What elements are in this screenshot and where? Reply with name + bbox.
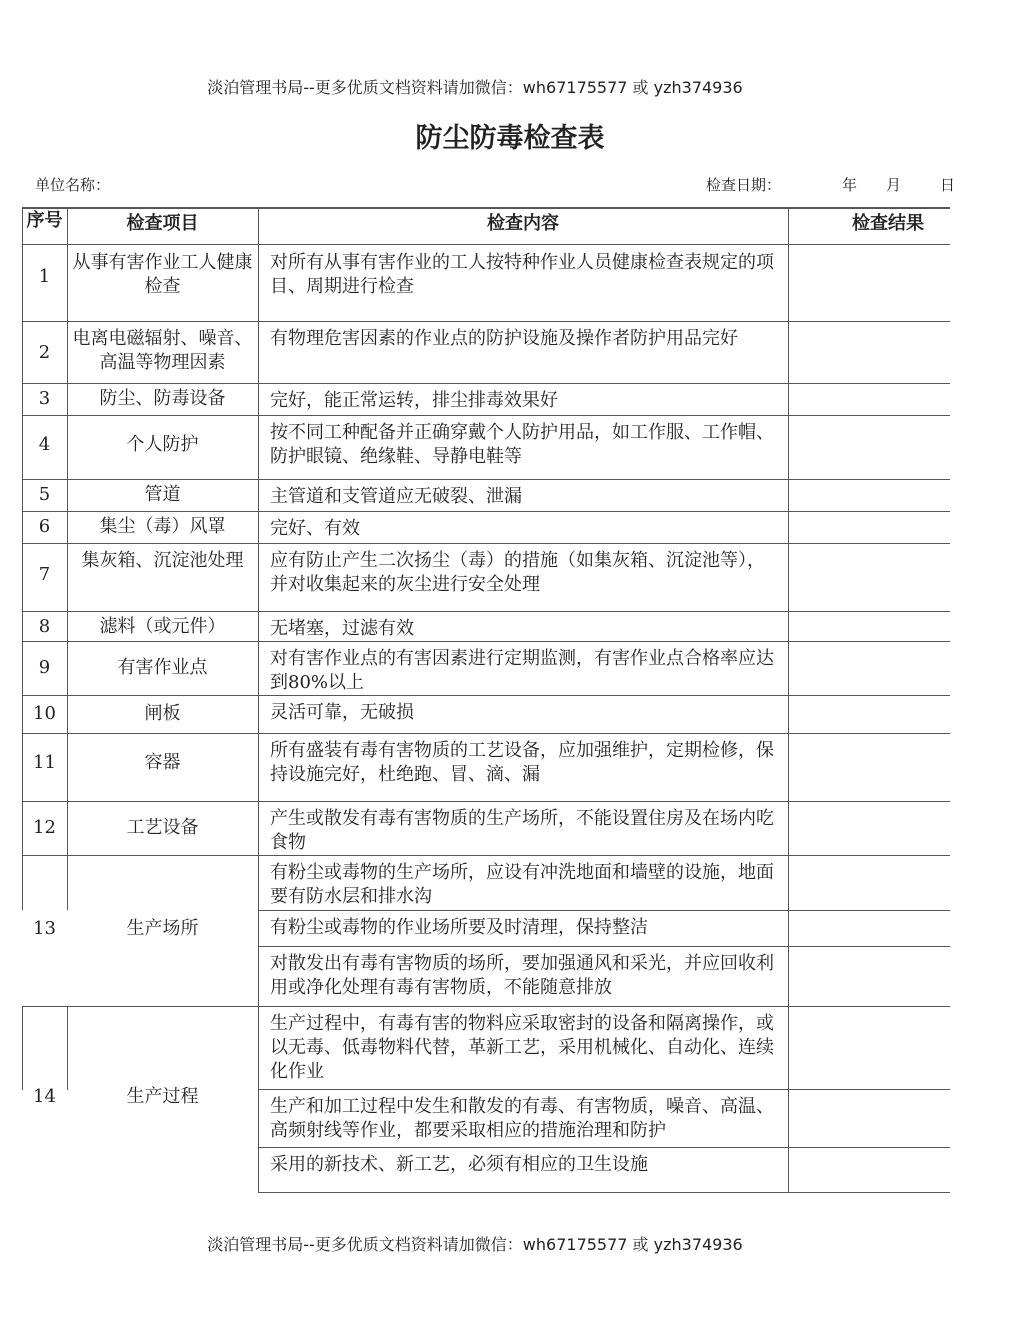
header-note: 淡泊管理书局--更多优质文档资料请加微信：wh67175577 或 yzh374936 — [207, 78, 743, 97]
table-border — [258, 1192, 950, 1193]
row-number: 12 — [33, 817, 56, 838]
table-border — [258, 910, 950, 911]
table-border — [788, 910, 789, 946]
table-border — [788, 321, 789, 383]
table-border — [22, 511, 950, 512]
row-item: 防尘、防毒设备 — [99, 388, 226, 409]
table-border — [258, 1147, 950, 1148]
row-content: 对所有从事有害作业的工人按特种作业人员健康检查表规定的项目、周期进行检查 — [270, 252, 774, 297]
table-border — [22, 1006, 23, 1090]
date-year: 年 — [842, 176, 858, 194]
table-border — [22, 321, 950, 322]
table-border — [258, 641, 259, 695]
table-border — [258, 543, 259, 611]
table-border — [67, 641, 68, 695]
table-border — [258, 1006, 950, 1007]
row-number: 4 — [38, 434, 51, 455]
table-border — [22, 479, 950, 480]
table-border — [67, 801, 68, 855]
table-border — [67, 321, 68, 383]
row-content: 对散发出有毒有害物质的场所，要加强通风和采光，并应回收利用或净化处理有毒有害物质，不能随意排放 — [270, 953, 774, 998]
date-month: 月 — [886, 176, 902, 194]
table-border — [67, 855, 68, 910]
table-border — [22, 543, 950, 544]
table-border — [258, 1006, 259, 1192]
table-border — [22, 855, 23, 910]
column-header: 检查内容 — [487, 213, 559, 234]
table-border — [22, 383, 950, 384]
table-border — [258, 611, 259, 641]
table-border — [22, 695, 950, 696]
row-content: 产生或散发有毒有害物质的生产场所，不能设置住房及在场内吃食物 — [270, 808, 774, 853]
table-border — [788, 1089, 789, 1147]
row-content: 采用的新技术、新工艺，必须有相应的卫生设施 — [270, 1154, 648, 1175]
row-item: 集尘（毒）风罩 — [99, 516, 226, 537]
footer-note: 淡泊管理书局--更多优质文档资料请加微信：wh67175577 或 yzh374936 — [207, 1235, 743, 1254]
row-content: 灵活可靠，无破损 — [270, 702, 414, 723]
table-border — [67, 415, 68, 479]
row-content: 对有害作业点的有害因素进行定期监测，有害作业点合格率应达到80%以上 — [270, 648, 774, 693]
row-number: 9 — [38, 657, 51, 678]
table-border — [258, 383, 259, 415]
table-border — [788, 855, 789, 910]
row-item: 生产过程 — [126, 1086, 199, 1107]
table-border — [788, 511, 789, 543]
table-border — [788, 1006, 789, 1089]
unit-label: 单位名称： — [35, 176, 111, 194]
row-item: 闸板 — [144, 703, 181, 724]
row-item: 有害作业点 — [117, 657, 208, 678]
table-border — [788, 245, 789, 321]
table-border — [258, 245, 259, 321]
table-border — [788, 946, 789, 1006]
table-border — [258, 321, 259, 383]
row-item: 集灰箱、沉淀池处理 — [81, 550, 244, 571]
table-border — [22, 244, 950, 245]
table-border — [788, 415, 789, 479]
table-border — [788, 479, 789, 511]
table-border — [67, 511, 68, 543]
row-number: 11 — [33, 752, 56, 773]
table-border — [258, 695, 259, 733]
row-item: 容器 — [144, 752, 181, 773]
row-content: 无堵塞，过滤有效 — [270, 618, 414, 639]
date-day: 日 — [940, 176, 956, 194]
row-item: 从事有害作业工人健康检查 — [72, 252, 253, 297]
row-content: 生产过程中，有毒有害的物料应采取密封的设备和隔离操作，或以无毒、低毒物料代替，革新工艺，采用机械化、自动化、连续化作业 — [270, 1013, 774, 1082]
table-border — [67, 543, 68, 611]
row-content: 有粉尘或毒物的生产场所，应设有冲洗地面和墙壁的设施，地面要有防水层和排水沟 — [270, 862, 774, 907]
table-border — [67, 1006, 68, 1090]
table-border — [67, 479, 68, 511]
table-border — [258, 1089, 950, 1090]
column-header: 检查结果 — [852, 213, 924, 234]
table-border — [258, 511, 259, 543]
row-number: 1 — [38, 266, 51, 287]
row-content: 有物理危害因素的作业点的防护设施及操作者防护用品完好 — [270, 328, 738, 349]
row-item: 生产场所 — [126, 917, 199, 939]
page-title: 防尘防毒检查表 — [415, 123, 605, 154]
row-number: 10 — [33, 703, 56, 724]
table-border — [67, 733, 68, 801]
row-number: 2 — [38, 342, 51, 363]
row-content: 所有盛装有毒有害物质的工艺设备，应加强维护，定期检修，保持设施完好，杜绝跑、冒、滴、漏 — [270, 740, 774, 785]
table-border — [258, 733, 259, 801]
row-content: 完好，能正常运转，排尘排毒效果好 — [270, 390, 558, 411]
row-item: 滤料（或元件） — [99, 616, 226, 637]
row-content: 有粉尘或毒物的作业场所要及时清理，保持整洁 — [270, 917, 648, 938]
row-number: 5 — [38, 484, 51, 505]
table-border — [788, 695, 789, 733]
table-border — [67, 383, 68, 415]
table-border — [258, 855, 259, 1006]
table-border — [258, 415, 259, 479]
row-item: 电离电磁辐射、噪音、高温等物理因素 — [72, 328, 253, 373]
table-border — [788, 543, 789, 611]
table-border — [22, 415, 950, 416]
row-number: 3 — [38, 388, 51, 409]
table-border — [22, 801, 950, 802]
table-border — [788, 641, 789, 695]
row-item: 工艺设备 — [126, 817, 199, 838]
row-content: 完好、有效 — [270, 518, 360, 539]
table-border — [788, 611, 789, 641]
row-content: 生产和加工过程中发生和散发的有毒、有害物质，噪音、高温、高频射线等作业，都要采取相应的措施治理和防护 — [270, 1096, 774, 1141]
row-number: 14 — [33, 1086, 56, 1107]
row-content: 按不同工种配备并正确穿戴个人防护用品，如工作服、工作帽、防护眼镜、绝缘鞋、导静电鞋等 — [270, 422, 774, 467]
table-border — [22, 611, 950, 612]
table-border — [258, 479, 259, 511]
table-border — [258, 801, 259, 855]
table-border — [788, 1147, 789, 1192]
table-border — [22, 855, 258, 856]
table-border — [258, 946, 950, 947]
table-border — [67, 611, 68, 641]
row-number: 13 — [33, 917, 56, 939]
row-item: 管道 — [144, 484, 181, 505]
row-item: 个人防护 — [126, 434, 199, 455]
row-content: 主管道和支管道应无破裂、泄漏 — [270, 486, 522, 507]
column-header: 检查项目 — [126, 213, 199, 234]
row-number: 8 — [38, 616, 51, 637]
row-number: 7 — [38, 564, 51, 585]
row-number: 6 — [38, 516, 51, 537]
table-border — [22, 641, 950, 642]
row-content: 应有防止产生二次扬尘（毒）的措施（如集灰箱、沉淀池等），并对收集起来的灰尘进行安全处理 — [270, 550, 765, 595]
table-border — [788, 383, 789, 415]
table-border — [788, 801, 789, 855]
table-border — [67, 245, 68, 321]
table-border — [22, 1006, 258, 1007]
date-label: 检查日期： — [706, 176, 782, 194]
table-border — [67, 695, 68, 733]
table-border — [22, 733, 950, 734]
column-header: 序号 — [26, 210, 63, 231]
table-border — [788, 733, 789, 801]
